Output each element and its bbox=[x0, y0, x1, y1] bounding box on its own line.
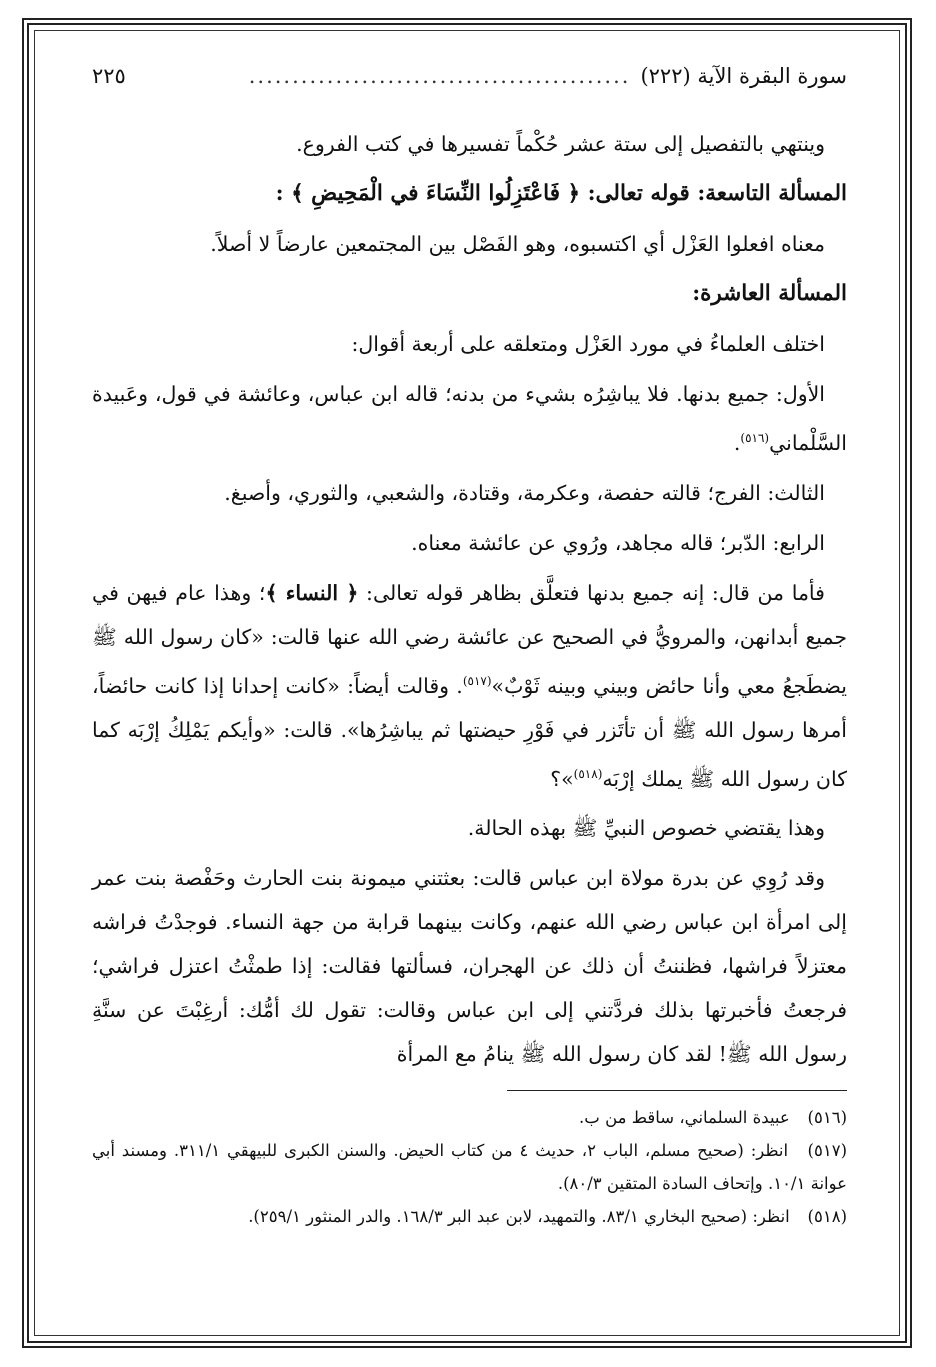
footnote-text: انظر: (صحيح البخاري ٨٣/١. والتمهيد، لابن عبد البر ١٦٨/٣. والدر المنثور ٢٥٩/١). bbox=[248, 1207, 790, 1227]
page-number: ٢٢٥ bbox=[92, 64, 126, 88]
footnotes bbox=[92, 1101, 847, 1233]
heading-ninth-end: : bbox=[275, 181, 284, 206]
footnote-text: عبيدة السلماني، ساقط من ب. bbox=[579, 1108, 790, 1128]
footnote-ref-517[interactable]: (٥١٧) bbox=[462, 673, 492, 688]
quran-verse-ninth: ﴿ فَاعْتَزِلُوا النِّسَاءَ في الْمَحِيضِ ﴾ bbox=[291, 181, 581, 206]
paragraph-1: وينتهي بالتفصيل إلى ستة عشر حُكْماً تفسيرها في كتب الفروع. bbox=[296, 132, 825, 156]
paragraph-4-end: . bbox=[733, 430, 741, 455]
paragraph-4-text: الأول: جميع بدنها. فلا يباشِرُه بشيء من بدنه؛ قاله ابن عباس، وعائشة في قول، وعَبيدة السَّلْماني bbox=[92, 382, 847, 455]
footnote bbox=[92, 1200, 847, 1233]
paragraph-5: الثالث: الفرج؛ قالته حفصة، وعكرمة، وقتادة، والشعبي، والثوري، وأصبغ. bbox=[224, 480, 825, 505]
footnote bbox=[92, 1101, 847, 1134]
quran-verse-nisa: ﴿ النساء ﴾ bbox=[265, 580, 359, 605]
heading-tenth-issue: المسألة العاشرة: bbox=[692, 281, 847, 306]
footnote-text: انظر: (صحيح مسلم، الباب ٢، حديث ٤ من كتاب الحيض. والسنن الكبرى للبيهقي ٣١١/١. ومسند أبي عوانة ١٠/١. وإتحاف السادة المتقين ٨٠/٣). bbox=[92, 1141, 847, 1194]
paragraph-4 bbox=[92, 372, 847, 465]
paragraph-7-text-a: فأما من قال: إنه جميع بدنها فتعلَّق بظاهر قوله تعالى: bbox=[366, 580, 825, 605]
paragraph-9: وقد رُوِي عن بدرة مولاة ابن عباس قالت: بعثتني ميمونة بنت الحارث وحَفْصة بنت عمر إلى امرأة ابن عباس رضي الله عنهم، وكانت بينهما قرابة من جهة النساء. فوجدْتُ فراشه معتزلاً فراشها، فظننتُ أن ذلك عن الهجران، فسألتها فقالت: إذا طمثْتُ اعتزل فراشي؛ فرجعتُ فأخبرتها بذلك فردَّتني إلى ابن عباس وقالت: تقول لك أمُّك: أرغِبْتَ عن سنَّةِ رسول الله ﷺ! لقد كان رسول الله ﷺ ينامُ مع المرأة bbox=[92, 866, 847, 1067]
paragraph-6: الرابع: الدّبر؛ قاله مجاهد، ورُوي عن عائشة معناه. bbox=[411, 530, 825, 555]
paragraph-7-text-c: . وقالت أيضاً: «كانت إحدانا إذا كانت حائضاً، أمرها رسول الله ﷺ أن تأتَزر في فَوْرِ حيضتها ثم يباشِرُها». قالت: «وأيكم يَمْلِكُ إرْبَه كما كان رسول الله ﷺ يملك إرْبَه bbox=[92, 673, 847, 791]
heading-ninth-label: المسألة التاسعة: قوله تعالى: bbox=[587, 181, 847, 206]
paragraph-3: اختلف العلماءُ في مورد العَزْل ومتعلقه على أربعة أقوال: bbox=[351, 332, 825, 356]
footnote-number: (٥١٦) bbox=[807, 1108, 847, 1128]
paragraph-7 bbox=[92, 571, 847, 801]
footnote bbox=[92, 1134, 847, 1200]
footnote-ref-518[interactable]: (٥١٨) bbox=[573, 766, 603, 781]
heading-ninth-issue bbox=[92, 172, 847, 216]
document-page bbox=[92, 56, 847, 1326]
header-title: سورة البقرة الآية (٢٢٢) bbox=[640, 64, 847, 88]
footnote-number: (٥١٨) bbox=[807, 1207, 847, 1227]
paragraph-8: وهذا يقتضي خصوص النبيِّ ﷺ بهذه الحالة. bbox=[467, 816, 825, 841]
footnote-separator bbox=[507, 1090, 847, 1091]
paragraph-7-text-d: »؟ bbox=[550, 766, 574, 791]
footnote-number: (٥١٧) bbox=[807, 1141, 847, 1161]
paragraph-2: معناه افعلوا العَزْل أي اكتسبوه، وهو الفَصْل بين المجتمعين عارضاً لا أصلاً. bbox=[210, 232, 825, 256]
footnote-ref-516[interactable]: (٥١٦) bbox=[740, 431, 770, 445]
header-dots: ............................................ bbox=[248, 64, 631, 88]
paragraph-7-text-b: ؛ وهذا عام فيهن في جميع أبدانهن، والمرويُّ في الصحيح عن عائشة رضي الله عنها قالت: «كان رسول الله ﷺ يضطَجعُ معي وأنا حائض وبيني وبينه ثَوْبٌ» bbox=[92, 580, 847, 698]
running-header bbox=[92, 56, 847, 88]
